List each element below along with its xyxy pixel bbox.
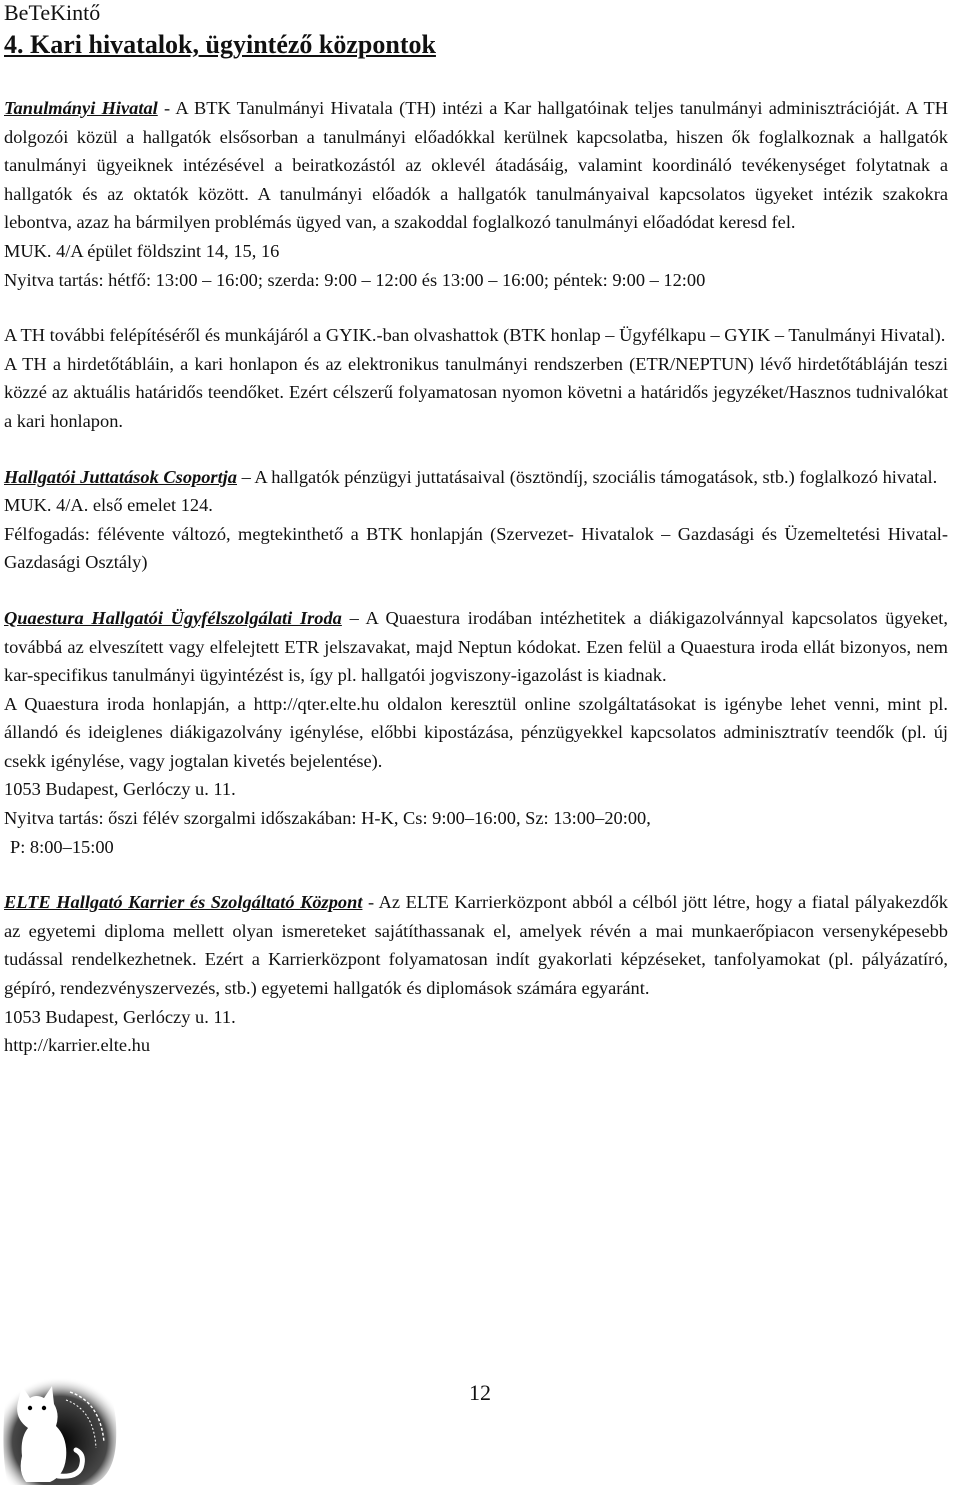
spacer: [4, 436, 948, 463]
page-number: 12: [469, 1380, 491, 1405]
document-body: [4, 94, 948, 1060]
hjcs-paragraph: [4, 463, 948, 492]
quaestura-intro-text: – A Quaestura irodában intézhetitek a diákigazolvánnyal kapcsolatos ügyeket, továbbá az elveszített vagy elfelejtett ETR jelszavakat, majd Neptun kódokat. Ezen felül a Quaestura iroda ellát bizonyos, nem kar-specifikus tanulmányi ügyintézést is, így pl. hallgatói jogviszony-igazolást is kiadnak.: [4, 607, 949, 686]
spacer: [4, 294, 948, 321]
quaestura-address: 1053 Budapest, Gerlóczy u. 11.: [4, 779, 236, 800]
spacer: [4, 577, 948, 604]
th-hours: Nyitva tartás: hétfő: 13:00 – 16:00; szerda: 9:00 – 12:00 és 13:00 – 16:00; péntek: 9:00 – 12:00: [4, 269, 706, 290]
chapter-title: 4. Kari hivatalok, ügyintéző központok: [4, 30, 436, 59]
page-header: [4, 0, 954, 62]
site-title: BeTeKintő: [4, 0, 101, 25]
quaestura-hours-friday: P: 8:00–15:00: [10, 836, 114, 857]
th-intro-text: - A BTK Tanulmányi Hivatala (TH) intézi a Kar hallgatóinak teljes tanulmányi adminisztrációját. A TH dolgozói közül a hallgatók elsősorban a tanulmányi előadókkal kerülnek kapcsolatba, hiszen ők foglalkoznak a hallgatók tanulmányi ügyeiknek intézésével a beiratkozástól az oklevél átadásáig, valamint koordináló tevékenységet folytatnak a hallgatók és az oktatók között. A tanulmányi előadók a hallgatók tanulmányaival kapcsolatos ügyeket intézik szakokra lebontva, azaz ha bármilyen problémás ügyed van, a szakoddal foglalkozó tanulmányi előadódat keresd fel.: [4, 98, 948, 233]
spacer: [4, 861, 948, 888]
th-location: MUK. 4/A épület földszint 14, 15, 16: [4, 240, 280, 261]
karrier-section-title: ELTE Hallgató Karrier és Szolgáltató Központ: [4, 892, 363, 913]
hjcs-intro-text: – A hallgatók pénzügyi juttatásaival (ösztöndíj, szociális támogatások, stb.) foglalkozó hivatal.: [237, 466, 938, 487]
quaestura-section-title: Quaestura Hallgatói Ügyfélszolgálati Iroda: [4, 607, 342, 628]
karrier-url-link[interactable]: http://karrier.elte.hu: [4, 1035, 151, 1056]
quaestura-paragraph: [4, 604, 948, 690]
cat-silhouette-logo-icon: [0, 1372, 120, 1485]
th-paragraph: [4, 94, 948, 237]
th-faq-text: A TH további felépítéséről és munkájáról a GYIK.-ban olvashattok (BTK honlap – Ügyfélkapu – GYIK – Tanulmányi Hivatal).: [4, 325, 946, 346]
th-section-title: Tanulmányi Hivatal: [4, 98, 158, 118]
hjcs-hours: Félfogadás: félévente változó, megtekinthető a BTK honlapján (Szervezet- Hivatalok – Gazdasági és Üzemeltetési Hivatal- Gazdasági Osztály): [4, 523, 948, 573]
karrier-paragraph: [4, 888, 948, 1002]
karrier-address: 1053 Budapest, Gerlóczy u. 11.: [4, 1006, 236, 1027]
quaestura-hours: Nyitva tartás: őszi félév szorgalmi időszakában: H-K, Cs: 9:00–16:00, Sz: 13:00–20:00,: [4, 808, 651, 829]
karrier-intro-text: - Az ELTE Karrierközpont abból a célból jött létre, hogy a fiatal pályakezdők az egyetemi diploma mellett olyan ismereteket sajátíthassanak el, amelyek révén a mai munkaerőpiacon versenyképesebb tudással rendelkezhetnek. Ezért a Karrierközpont folyamatosan indít gyakorlati képzéseket, tanfolyamokat (pl. pályázatíró, gépíró, rendezvényszervezés, stb.) egyetemi hallgatók és diplomások számára egyaránt.: [4, 892, 948, 999]
th-board-text: A TH a hirdetőtábláin, a kari honlapon és az elektronikus tanulmányi rendszerben (ETR/NEPTUN) lévő hirdetőtábláján teszi közzé az aktuális határidős teendőket. Ezért célszerű folyamatosan nyomon követni a határidős jegyzéket/Hasznos tudnivalókat a kari honlapon.: [4, 353, 948, 431]
hjcs-section-title: Hallgatói Juttatások Csoportja: [4, 466, 237, 487]
hjcs-location: MUK. 4/A. első emelet 124.: [4, 495, 213, 516]
quaestura-online-text: A Quaestura iroda honlapján, a http://qter.elte.hu oldalon keresztül online szolgáltatásokat is igénybe lehet venni, mint pl. állandó és ideiglenes diákigazolvány igénylése, előbbi kipostázása, pénzügyekkel kapcsolatos adminisztratív teendők (pl. új csekk igénylése, vagy jogtalan kivetés bejelentése).: [4, 693, 948, 771]
